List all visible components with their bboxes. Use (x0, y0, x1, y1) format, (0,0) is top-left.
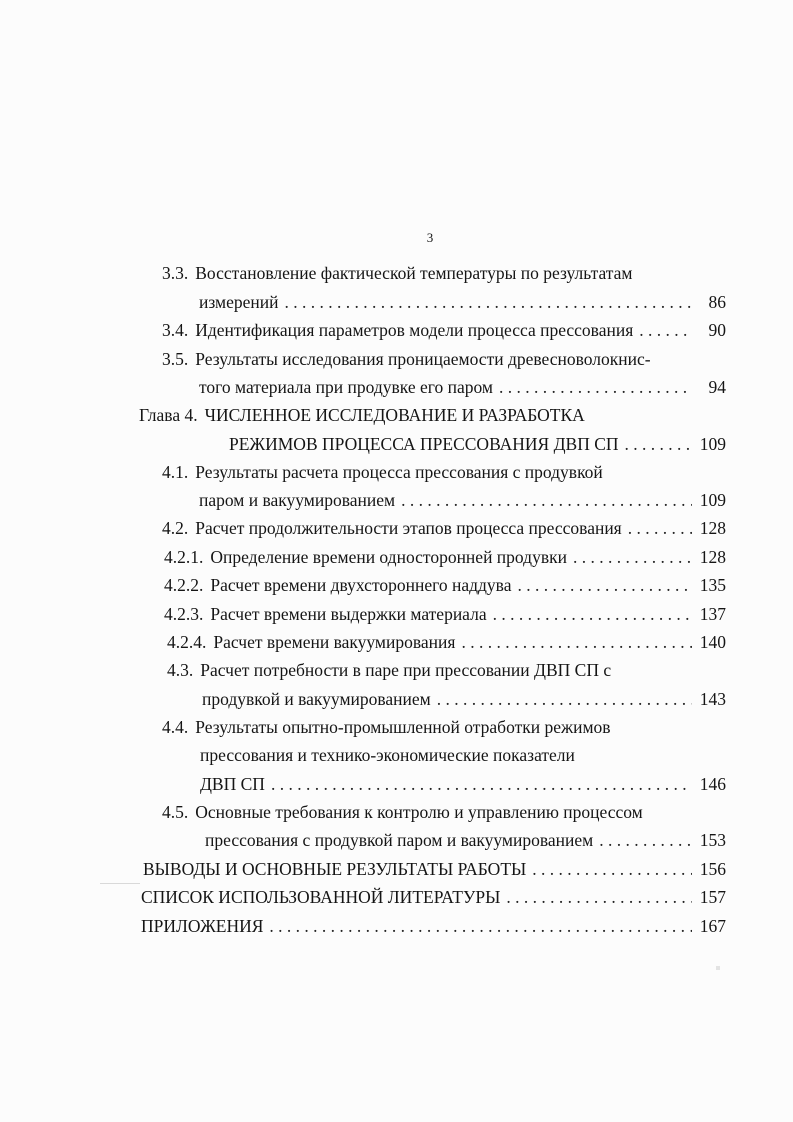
leader-dots (279, 292, 693, 312)
entry-title: Определение времени односторонней продувки (210, 547, 567, 567)
entry-title-cont: паром и вакуумированием (199, 490, 396, 510)
entry-title-cont: измерений (199, 292, 279, 312)
leader-dots (487, 604, 692, 624)
entry-title: Восстановление фактической температуры по результатам (195, 263, 633, 283)
toc-conclusions (143, 859, 726, 879)
entry-title: ПРИЛОЖЕНИЯ (141, 916, 264, 936)
page-ref: 167 (699, 916, 726, 936)
entry-title-cont: прессования и технико-экономические показатели (200, 745, 575, 765)
page-ref: 135 (699, 575, 726, 595)
leader-dots (395, 490, 692, 510)
toc-entry-4-1-cont (199, 490, 726, 510)
toc-entry-4-2 (162, 518, 726, 538)
toc-appendices (141, 916, 726, 936)
leader-dots (431, 689, 692, 709)
scan-artifact (100, 883, 140, 884)
entry-title: Расчет времени выдержки материала (210, 604, 487, 624)
section-number: 4.2.2. (164, 575, 204, 595)
chapter-title: ЧИСЛЕННОЕ ИССЛЕДОВАНИЕ И РАЗРАБОТКА (204, 405, 585, 425)
chapter-number: Глава 4. (139, 405, 198, 425)
leader-dots (455, 632, 692, 652)
entry-title: Основные требования к контролю и управлению процессом (195, 802, 643, 822)
leader-dots (263, 916, 692, 936)
entry-title-cont: прессования с продувкой паром и вакуумированием (205, 830, 594, 850)
section-number: 4.4. (162, 717, 189, 737)
page-ref: 109 (699, 434, 726, 454)
section-number: 3.4. (162, 320, 189, 340)
toc-entry-4-2-1 (164, 547, 726, 567)
entry-title: СПИСОК ИСПОЛЬЗОВАННОЙ ЛИТЕРАТУРЫ (141, 887, 501, 907)
leader-dots (500, 887, 692, 907)
entry-title: Результаты исследования проницаемости древесноволокнис- (195, 349, 651, 369)
chapter-title-cont: РЕЖИМОВ ПРОЦЕССА ПРЕССОВАНИЯ ДВП СП (229, 434, 619, 454)
entry-title: Идентификация параметров модели процесса прессования (195, 320, 634, 340)
page-ref: 143 (699, 689, 726, 709)
toc-entry-4-1 (162, 462, 603, 482)
leader-dots (265, 774, 692, 794)
entry-title: Расчет продолжительности этапов процесса прессования (195, 518, 622, 538)
page-ref: 157 (699, 887, 726, 907)
toc-entry-4-5 (162, 802, 643, 822)
toc-entry-4-2-2 (164, 575, 726, 595)
entry-title-cont: ДВП СП (200, 774, 265, 794)
toc-entry-4-2-3 (164, 604, 726, 624)
entry-title: Результаты расчета процесса прессования с продувкой (195, 462, 603, 482)
page-ref: 137 (699, 604, 726, 624)
section-number: 3.5. (162, 349, 189, 369)
page-ref: 156 (699, 859, 726, 879)
toc-entry-4-2-4 (167, 632, 726, 652)
section-number: 4.3. (167, 660, 194, 680)
page-ref: 94 (708, 377, 726, 397)
section-number: 4.2.1. (164, 547, 204, 567)
toc-entry-3-3 (162, 263, 632, 283)
leader-dots (526, 859, 692, 879)
scan-artifact (716, 966, 720, 970)
page-ref: 86 (708, 292, 726, 312)
leader-dots (633, 320, 692, 340)
toc-entry-4-4-cont (200, 745, 575, 765)
page-ref: 146 (699, 774, 726, 794)
toc-entry-3-5 (162, 349, 651, 369)
page-ref: 128 (699, 518, 726, 538)
section-number: 4.1. (162, 462, 189, 482)
toc-entry-4-3 (167, 660, 611, 680)
entry-title: Расчет потребности в паре при прессовании ДВП СП с (200, 660, 612, 680)
entry-title: Результаты опытно-промышленной отработки режимов (195, 717, 611, 737)
toc-references (141, 887, 726, 907)
section-number: 4.2.4. (167, 632, 207, 652)
entry-title-cont: продувкой и вакуумированием (202, 689, 431, 709)
leader-dots (622, 518, 692, 538)
page-ref: 140 (699, 632, 726, 652)
page-ref: 128 (699, 547, 726, 567)
toc-entry-3-3-cont (199, 292, 726, 312)
section-number: 4.2. (162, 518, 189, 538)
page-number: 3 (426, 230, 434, 245)
toc-entry-3-5-cont (199, 377, 726, 397)
leader-dots (619, 434, 692, 454)
toc-entry-4-4-cont2 (200, 774, 726, 794)
toc-entry-4-3-cont (202, 689, 726, 709)
section-number: 3.3. (162, 263, 189, 283)
leader-dots (593, 830, 692, 850)
entry-title: ВЫВОДЫ И ОСНОВНЫЕ РЕЗУЛЬТАТЫ РАБОТЫ (143, 859, 527, 879)
section-number: 4.5. (162, 802, 189, 822)
toc-entry-4-4 (162, 717, 611, 737)
leader-dots (511, 575, 692, 595)
leader-dots (567, 547, 692, 567)
section-number: 4.2.3. (164, 604, 204, 624)
toc-entry-4-5-cont (205, 830, 726, 850)
page-ref: 90 (708, 320, 726, 340)
toc-chapter-4-cont (229, 434, 726, 454)
entry-title-cont: того материала при продувке его паром (199, 377, 493, 397)
toc-entry-3-4 (162, 320, 726, 340)
page-ref: 109 (699, 490, 726, 510)
entry-title: Расчет времени двухстороннего наддува (210, 575, 512, 595)
page-ref: 153 (699, 830, 726, 850)
toc-chapter-4 (139, 405, 585, 425)
leader-dots (493, 377, 692, 397)
entry-title: Расчет времени вакуумирования (213, 632, 456, 652)
